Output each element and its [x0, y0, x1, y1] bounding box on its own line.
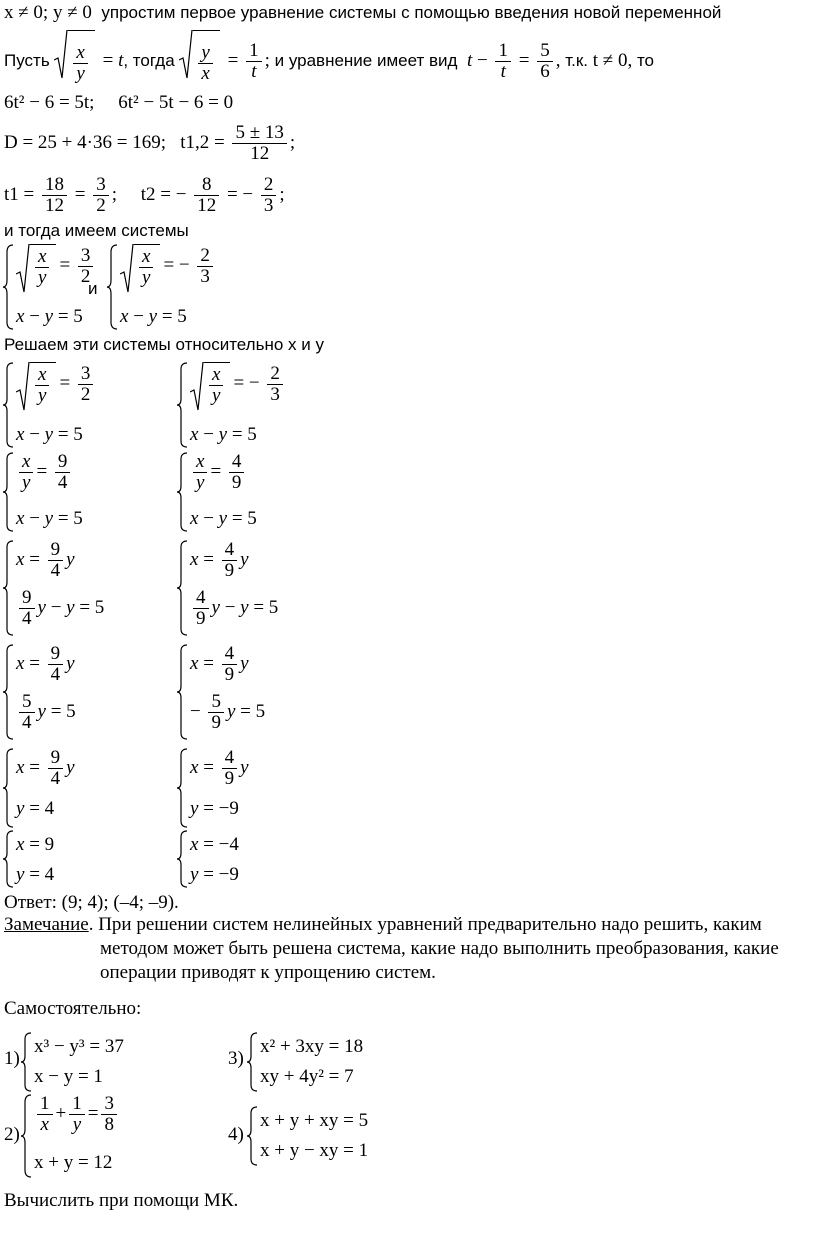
exercise-1 — [20, 1032, 140, 1092]
ex1-eq1: x³ − y³ = 37 — [34, 1036, 124, 1057]
ex4-eq2: x + y − xy = 1 — [260, 1140, 369, 1161]
roots-numerator: 5 ± 13 — [235, 122, 284, 144]
ex3-eq2: xy + 4y² = 7 — [260, 1066, 354, 1087]
roots-label: t1,2 = — [180, 132, 225, 153]
then-word: , тогда — [123, 50, 175, 70]
system-a: $\frac{x}{y}$ = $\frac{3}{2}$ x − y = 5 — [2, 244, 92, 330]
t2-a-den: 12 — [194, 195, 219, 216]
ex1-number: 1) — [4, 1048, 20, 1069]
since-word: т.к. — [565, 50, 588, 70]
self-work-label: Самостоятельно: — [4, 998, 142, 1019]
ex1-eq2: x − y = 1 — [34, 1066, 103, 1087]
t2-b-num: 2 — [263, 174, 274, 196]
t1-b-num: 3 — [96, 174, 106, 196]
answer: Ответ: (9; 4); (–4; –9). — [4, 892, 179, 913]
intro-line — [4, 2, 721, 24]
intro-condition: x ≠ 0; y ≠ 0 — [4, 2, 92, 23]
remark-line-3: операции приводят к упрощению систем. — [100, 962, 436, 983]
exercise-4 — [246, 1106, 386, 1166]
ex3-eq1: x² + 3xy = 18 — [260, 1036, 364, 1057]
exercise-3 — [246, 1032, 376, 1092]
sqrt-x-over-y: $\frac{x}{y}$ — [54, 30, 94, 93]
solution-step-4-right: x = $\frac{4}{9}$ y − $\frac{5}{9}$ y = 5 — [176, 644, 336, 740]
remark-line-1 — [4, 914, 762, 936]
ex4-number: 4) — [228, 1124, 244, 1145]
solution-step-1-right: $\frac{x}{y}$ = − $\frac{2}{3}$ x − y = 5 — [176, 362, 336, 448]
solution-step-6-right: x = −4 y = −9 — [176, 830, 336, 888]
ex4-eq1: x + y + xy = 5 — [260, 1110, 369, 1131]
solution-step-2-left: $\frac{x}{y}$ = $\frac{9}{4}$ x − y = 5 — [2, 452, 162, 532]
roots-line: t1 = $\frac{18}{12}$ = $\frac{3}{2}$ ; t2 = − $\frac{8}{12}$ = − $\frac{2}{3}$ ; — [4, 174, 285, 217]
then-systems: и тогда имеем системы — [4, 221, 189, 240]
solution-step-3-right: x = $\frac{4}{9}$ y $\frac{4}{9}$ y − y = 5 — [176, 540, 336, 636]
solution-step-3-left: x = $\frac{9}{4}$ y $\frac{9}{4}$ y − y = 5 — [2, 540, 162, 636]
solution-step-4-left: x = $\frac{9}{4}$ y $\frac{5}{4}$ y = 5 — [2, 644, 162, 740]
ex2-number: 2) — [4, 1124, 20, 1145]
t1-a-num: 18 — [45, 174, 64, 196]
t2-b-den: 3 — [261, 195, 277, 216]
solution-step-6-left: x = 9 y = 4 — [2, 830, 162, 888]
system-b: $\frac{x}{y}$ = − $\frac{2}{3}$ x − y = 5 — [106, 244, 216, 330]
solve-title: Решаем эти системы относительно x и y — [4, 335, 324, 354]
t1-a-den: 12 — [42, 195, 67, 216]
roots-denominator: 12 — [232, 143, 286, 164]
so-word: то — [636, 50, 655, 70]
footer-text: Вычислить при помощи МК. — [4, 1190, 239, 1211]
discriminant-line: D = 25 + 4·36 = 169; t1,2 = $\frac{5 \pm 13}{12}$ ; — [4, 122, 296, 165]
solution-step-5-right: x = $\frac{4}{9}$ y y = −9 — [176, 748, 336, 828]
let-word: Пусть — [4, 50, 50, 70]
t2-label: t2 = − — [140, 184, 187, 205]
ex2-eq2: x + y = 12 — [34, 1152, 113, 1173]
exercise-2: $\frac{1}{x}$ + $\frac{1}{y}$ = $\frac{3}{8}$ x + y = 12 — [20, 1094, 140, 1178]
substitution-line: Пусть $\frac{x}{y}$ = t, тогда $\frac{y}{x}$ = $\frac{1}{t}$ ; и уравнение имеет вид t − $\frac{1}{t}$ = $\frac{5}{6}$ , т.к. t ≠ 0, то — [4, 30, 654, 90]
and-word: и — [88, 279, 98, 298]
remark-line-2: методом может быть решена система, какие надо выполнить преобразования, какие — [100, 938, 779, 959]
intro-text: упростим первое уравнение системы с помощью введения новой переменной — [101, 3, 722, 22]
t1-b-den: 2 — [93, 195, 109, 216]
since-cond: t ≠ 0, — [592, 49, 633, 71]
discriminant: D = 25 + 4·36 = 169; — [4, 132, 166, 153]
remark-text-1: . При решении систем нелинейных уравнений предварительно надо решить, каким — [88, 914, 762, 935]
quadratic-line — [4, 92, 233, 114]
sqrt-y-over-x: $\frac{y}{x}$ — [179, 30, 219, 93]
solution-step-1-left: $\frac{x}{y}$ = $\frac{3}{2}$ x − y = 5 — [2, 362, 162, 448]
quad-equation-1: 6t² − 6 = 5t; — [4, 92, 95, 113]
ex3-number: 3) — [228, 1048, 244, 1069]
t2-a-num: 8 — [201, 174, 212, 196]
quad-equation-2: 6t² − 5t − 6 = 0 — [118, 92, 234, 113]
eq-word: и уравнение имеет вид — [274, 50, 458, 70]
remark-label: Замечание — [4, 914, 89, 935]
t1-label: t1 = — [4, 184, 35, 205]
solution-step-5-left: x = $\frac{9}{4}$ y y = 4 — [2, 748, 162, 828]
solution-step-2-right: $\frac{x}{y}$ = $\frac{4}{9}$ x − y = 5 — [176, 452, 336, 532]
